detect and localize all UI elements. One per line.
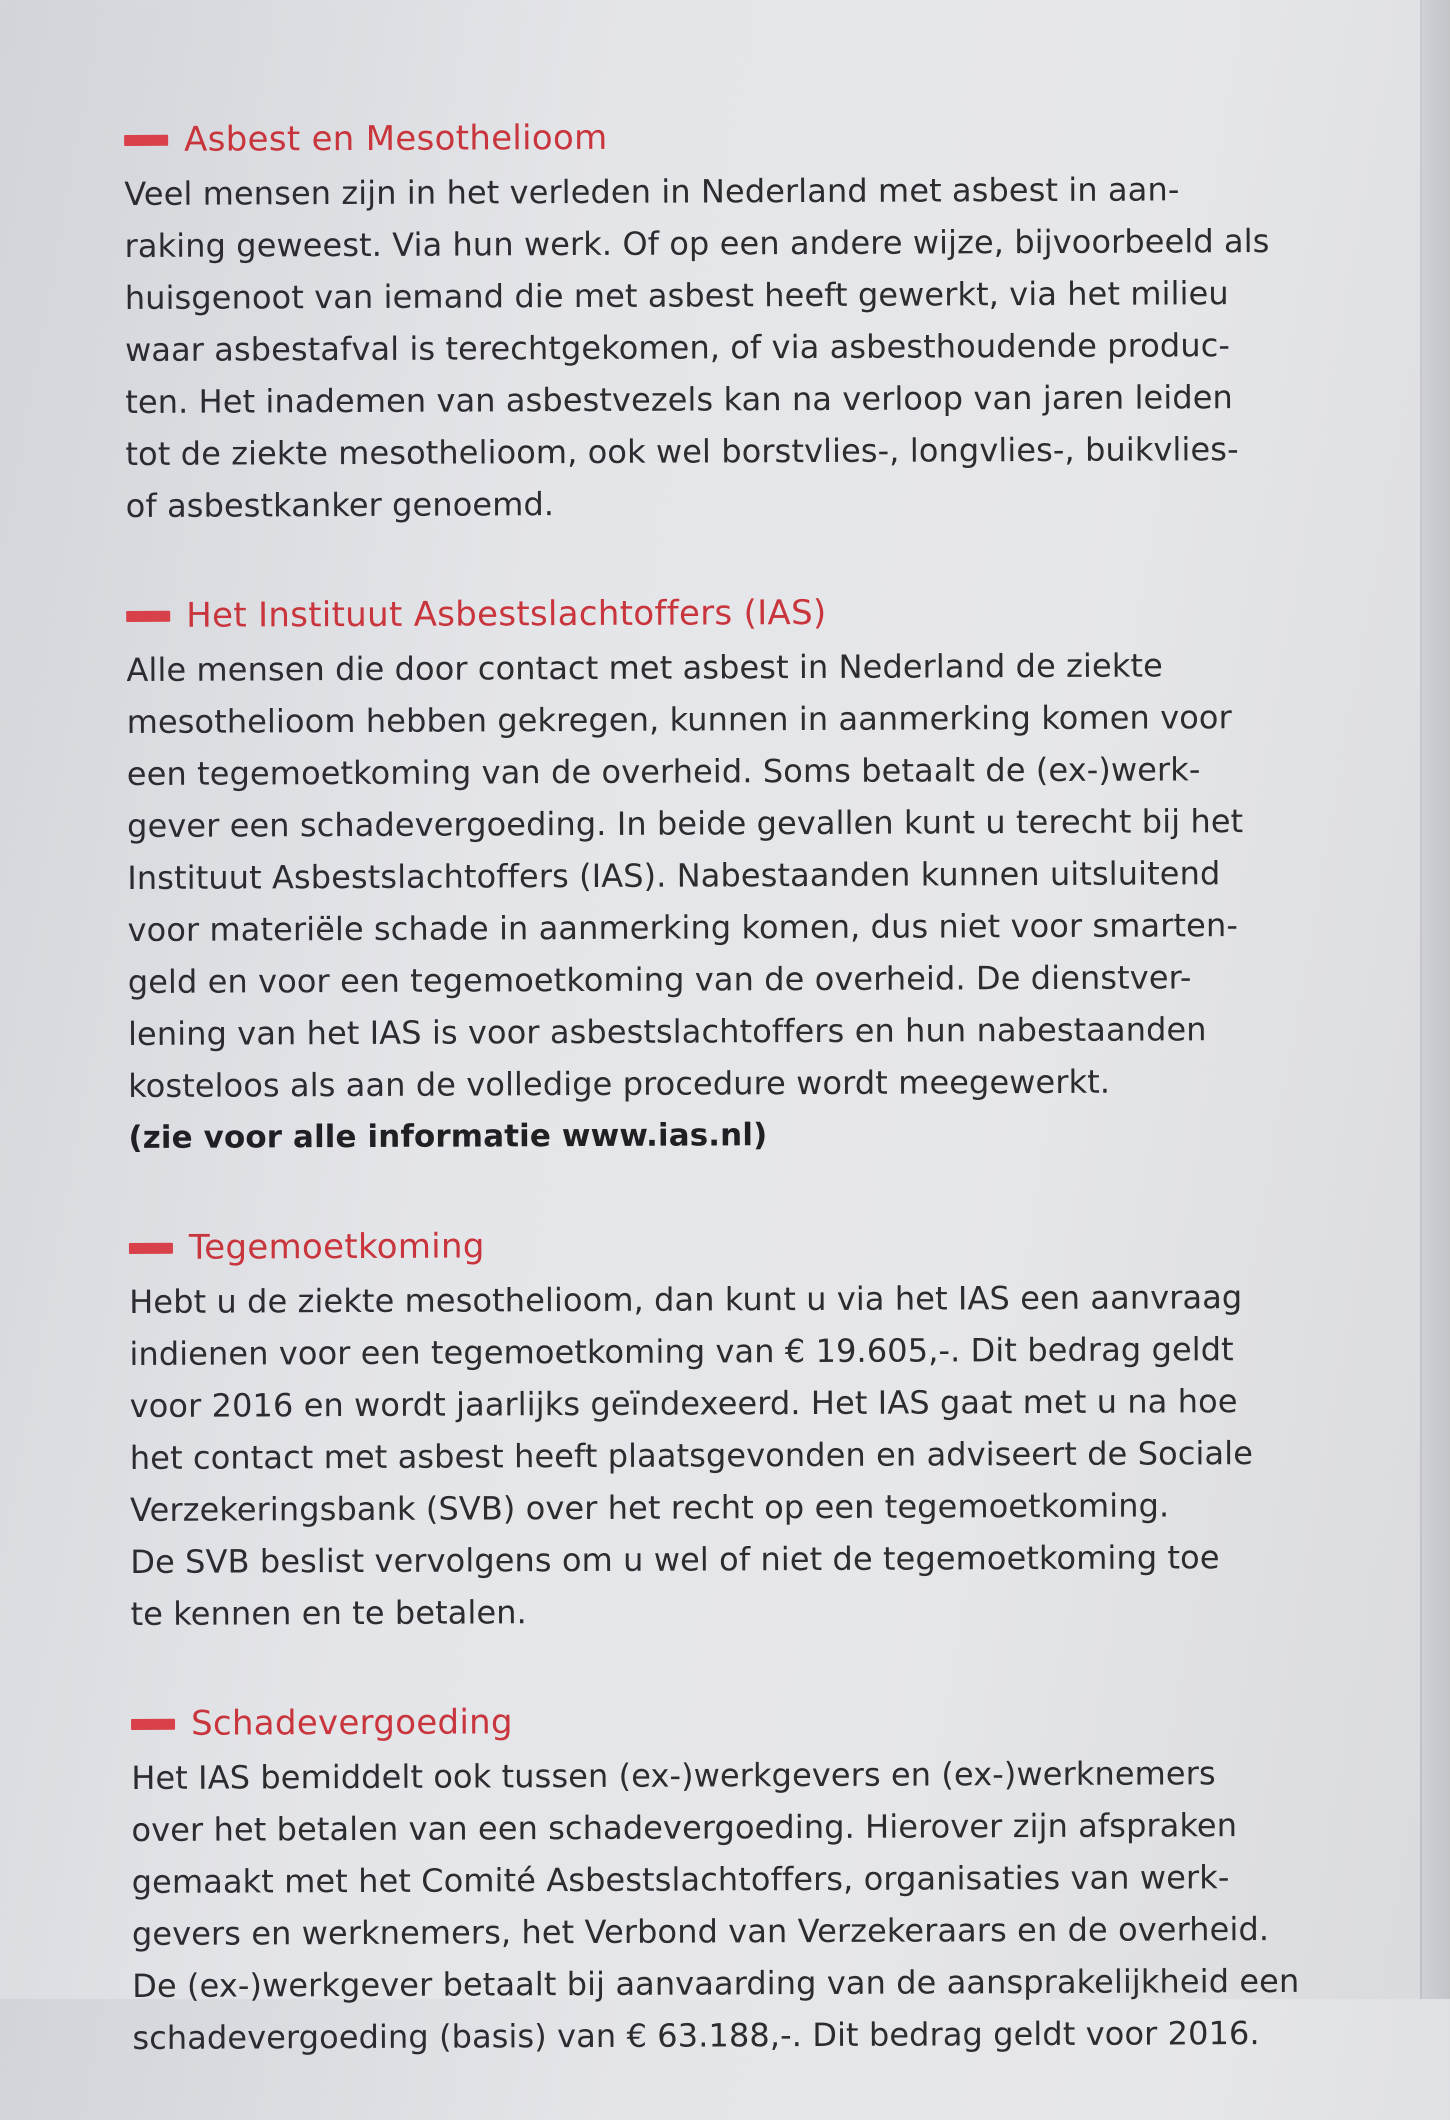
paper-edge [1422,0,1450,1999]
section-heading [126,583,1366,644]
paper-fold [1420,0,1422,1999]
body-line: Veel mensen zijn in het verleden in Nederland met asbest in aan- [124,170,1180,213]
ias-website-reference: (zie voor alle informatie www.ias.nl) [128,1117,768,1156]
section-instituut-asbestslachtoffers [126,583,1369,1164]
body-line: het contact met asbest heeft plaatsgevonden en adviseert de Sociale [129,1434,1254,1477]
section-tegemoetkoming [129,1215,1371,1640]
body-line: Verzekeringsbank (SVB) over het recht op een tegemoetkoming. [130,1486,1170,1529]
section-body [126,639,1368,1164]
section-heading [124,107,1364,168]
section-heading [129,1215,1369,1276]
body-line: ten. Het inademen van asbestvezels kan na verloop van jaren leiden [125,378,1233,421]
body-line: waar asbestafval is terechtgekomen, of via asbesthoudende produc- [124,326,1231,369]
red-dash-icon [126,610,170,621]
section-body [131,1747,1372,2064]
body-line: gevers en werknemers, het Verbond van Verzekeraars en de overheid. [131,1910,1270,1953]
body-line: mesothelioom hebben gekregen, kunnen in aanmerking komen voor [126,698,1232,741]
body-line: raking geweest. Via hun werk. Of op een andere wijze, bijvoorbeeld als [124,222,1270,265]
body-line: of asbestkanker genoemd. [125,485,555,525]
body-line: een tegemoetkoming van de overheid. Soms betaalt de (ex-)werk- [126,750,1201,793]
body-line: over het betalen van een schadevergoeding. Hierover zijn afspraken [131,1806,1238,1849]
heading-text: Schadevergoeding [190,1702,513,1744]
body-line: voor materiële schade in aanmerking komen, dus niet voor smarten- [127,906,1239,949]
body-line: Instituut Asbestslachtoffers (IAS). Nabestaanden kunnen uitsluitend [127,854,1221,897]
section-schadevergoeding [131,1691,1373,2064]
body-line: lening van het IAS is voor asbestslachtoffers en hun nabestaanden [127,1010,1207,1053]
red-dash-icon [124,134,168,145]
body-line: te kennen en te betalen. [130,1593,527,1633]
body-line: Hebt u de ziekte mesothelioom, dan kunt u via het IAS een aanvraag [129,1278,1243,1321]
body-line: Alle mensen die door contact met asbest in Nederland de ziekte [126,646,1163,689]
body-line: schadevergoeding (basis) van € 63.188,-. Dit bedrag geldt voor 2016. [132,2014,1260,2057]
body-line: huisgenoot van iemand die met asbest heeft gewerkt, via het milieu [124,274,1229,317]
body-line: kosteloos als aan de volledige procedure wordt meegewerkt. [128,1062,1111,1105]
body-line: gever een schadevergoeding. In beide gevallen kunt u terecht bij het [127,802,1244,845]
section-body [124,163,1366,532]
body-line: De (ex-)werkgever betaalt bij aanvaarding van de aansprakelijkheid een [132,1961,1300,2005]
body-line: De SVB beslist vervolgens om u wel of niet de tegemoetkoming toe [130,1538,1220,1581]
section-asbest-mesothelioom [124,107,1366,532]
section-body [129,1271,1371,1640]
heading-text: Tegemoetkoming [188,1226,485,1268]
heading-text: Het Instituut Asbestslachtoffers (IAS) [186,592,827,636]
body-line: Het IAS bemiddelt ook tussen (ex-)werkgevers en (ex-)werknemers [131,1754,1216,1797]
red-dash-icon [129,1242,173,1253]
body-line: tot de ziekte mesothelioom, ook wel borstvlies-, longvlies-, buikvlies- [125,430,1239,473]
leaflet-page [124,107,1373,2120]
body-line: indienen voor een tegemoetkoming van € 19.605,-. Dit bedrag geldt [129,1330,1234,1373]
body-line: gemaakt met het Comité Asbestslachtoffers, organisaties van werk- [131,1858,1230,1901]
red-dash-icon [131,1718,175,1729]
body-line: voor 2016 en wordt jaarlijks geïndexeerd. Het IAS gaat met u na hoe [129,1382,1238,1425]
body-line: geld en voor een tegemoetkoming van de overheid. De dienstver- [127,958,1192,1001]
heading-text: Asbest en Mesothelioom [184,117,608,160]
section-heading [131,1691,1371,1752]
